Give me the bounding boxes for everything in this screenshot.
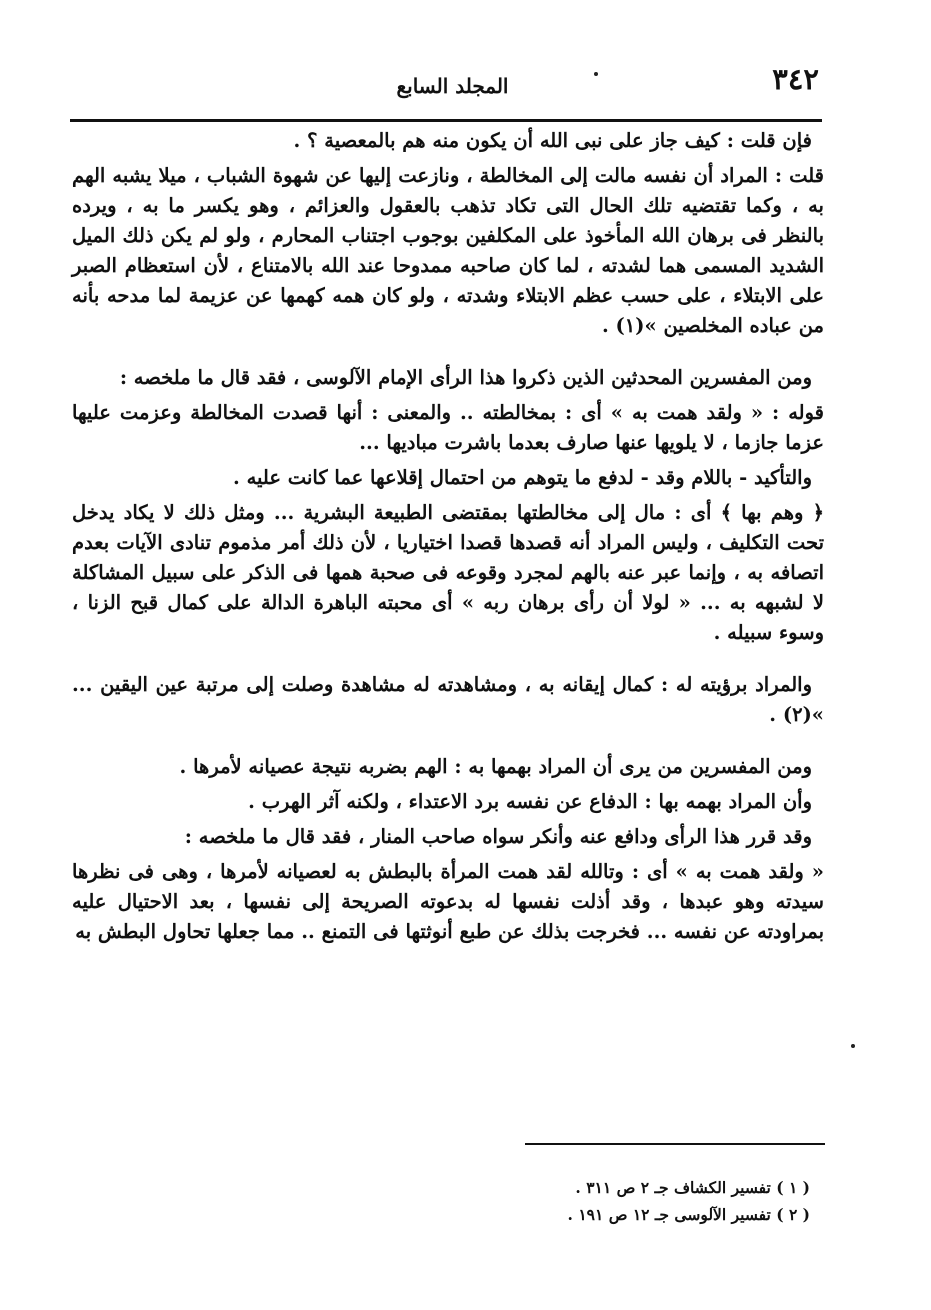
paragraph-manar-intro: وقد قرر هذا الرأى ودافع عنه وأنكر سواه صاحب المنار ، فقد قال ما ملخصه : bbox=[184, 825, 812, 848]
scan-speck bbox=[851, 1044, 855, 1048]
paragraph-alusi-intro: ومن المفسرين المحدثين الذين ذكروا هذا الرأى الإمام الآلوسى ، فقد قال ما ملخصه : bbox=[119, 366, 812, 389]
footnote-1: ( ١ ) تفسير الكشاف جـ ٢ ص ٣١١ . bbox=[575, 1178, 810, 1197]
paragraph-defense: وأن المراد بهمه بها : الدفاع عن نفسه برد الاعتداء ، ولكنه آثر الهرب . bbox=[248, 790, 812, 813]
paragraph-other-view: ومن المفسرين من يرى أن المراد بهمها به : الهم بضربه نتيجة عصيانه لأمرها . bbox=[179, 755, 812, 778]
paragraph-and-he-desired: ﴿ وهم بها ﴾ أى : مال إلى مخالطتها بمقتضى الطبيعة البشرية ... ومثل ذلك لا يكاد يدخل تحت التكليف ، وليس المراد أنه قصدها قصدا اختياريا ، لأن ذلك أمر مذموم تنادى الآيات بعدم اتصافه به ، وإنما عبر عنه بالهم لمجرد وقوعه فى صحبة همها فى الذكر على سبيل المشاكلة لا لشبهه به ... « لولا أن رأى برهان ربه » أى محبته الباهرة الدالة على كمال قبح الزنا ، وسوء سبيله . bbox=[72, 501, 824, 644]
footnote-rule bbox=[525, 1143, 825, 1145]
paragraph-manar-quote: « ولقد همت به » أى : وتالله لقد همت المرأة بالبطش به لعصيانه لأمرها ، وهى فى نظرها سيدته وهو عبدها ، وقد أذلت نفسها له بدعوته الصريحة إلى نفسها ، بعد الاحتيال عليه بمراودته عن نفسه ... فخرجت بذلك عن طبع أنوثتها فى التمنع .. مما جعلها تحاول البطش به bbox=[72, 860, 824, 943]
paragraph-seeing-meaning: والمراد برؤيته له : كمال إيقانه به ، ومشاهدته له مشاهدة وصلت إلى مرتبة عين اليقين ... »(٢) . bbox=[72, 673, 824, 726]
scan-speck bbox=[594, 72, 598, 76]
paragraph-answer: قلت : المراد أن نفسه مالت إلى المخالطة ، ونازعت إليها عن شهوة الشباب ، ميلا يشبه الهم به ، وكما تقتضيه تلك الحال التى تكاد تذهب بالعقول والعزائم ، وهو يكسر ما به ، ويرده بالنظر فى برهان الله المأخوذ على المكلفين بوجوب اجتناب المحارم ، ولو لم يكن ذلك الميل الشديد المسمى هما لشدته ، لما كان صاحبه ممدوحا عند الله بالامتناع ، لأن استعظام الصبر على الابتلاء ، على حسب عظم الابتلاء وشدته ، ولو كان همه كهمها عن عزيمة لما مدحه بأنه من عباده المخلصين »(١) . bbox=[72, 164, 824, 337]
footnotes bbox=[480, 1174, 810, 1228]
body-text bbox=[72, 126, 824, 952]
header-rule bbox=[70, 119, 822, 122]
paragraph-emphasis: والتأكيد - باللام وقد - لدفع ما يتوهم من احتمال إقلاعها عما كانت عليه . bbox=[233, 466, 812, 489]
page-header bbox=[80, 62, 825, 108]
running-title: المجلد السابع bbox=[396, 74, 509, 98]
paragraph-question: فإن قلت : كيف جاز على نبى الله أن يكون منه هم بالمعصية ؟ . bbox=[293, 129, 812, 152]
paragraph-alusi-quote: قوله : « ولقد همت به » أى : بمخالطته .. والمعنى : أنها قصدت المخالطة وعزمت عليها عزما جازما ، لا يلويها عنها صارف بعدما باشرت مباديها ... bbox=[72, 401, 824, 454]
footnote-2: ( ٢ ) تفسير الآلوسى جـ ١٢ ص ١٩١ . bbox=[567, 1205, 810, 1224]
page-number: ٣٤٢ bbox=[772, 62, 819, 96]
